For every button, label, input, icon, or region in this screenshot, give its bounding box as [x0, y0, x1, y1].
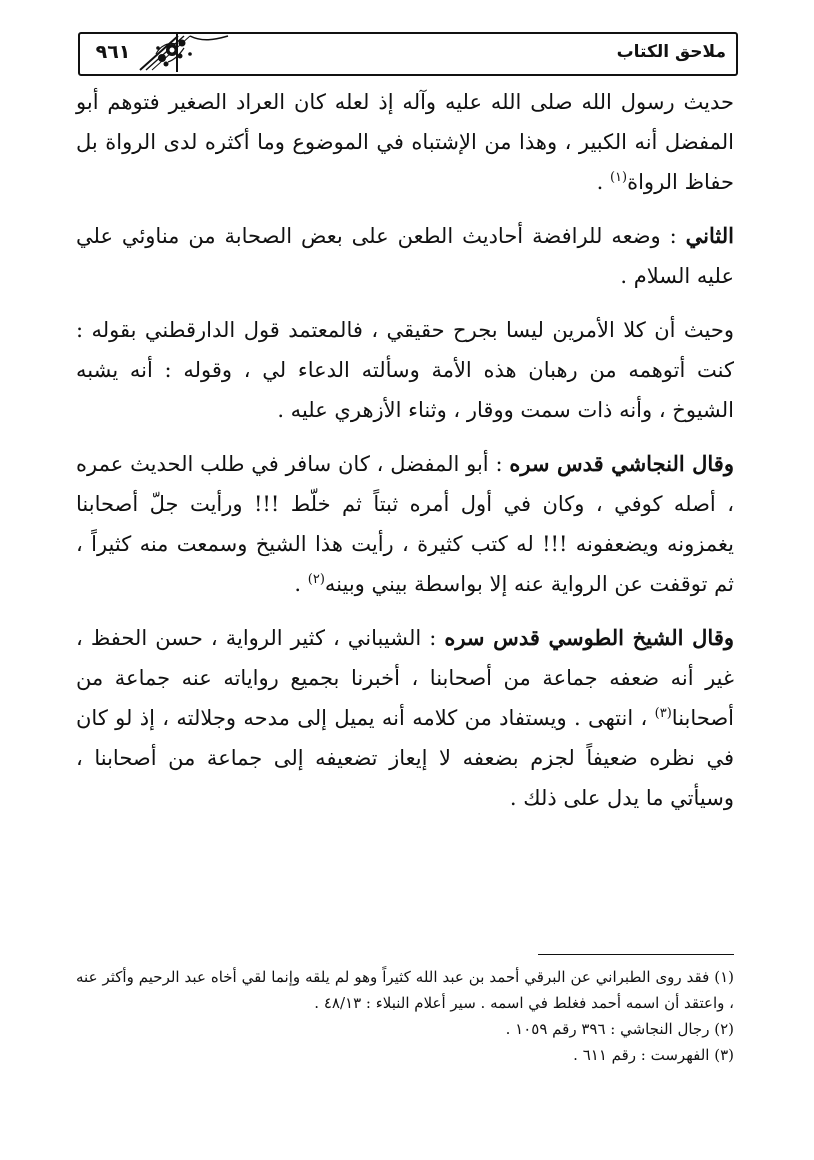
- page-header: [78, 32, 736, 74]
- paragraph: [76, 618, 734, 818]
- paragraph: [76, 310, 734, 430]
- paragraph-text: : وضعه للرافضة أحاديث الطعن على بعض الصحابة من مناوئي علي عليه السلام .: [76, 224, 734, 288]
- running-title: ملاحق الكتاب: [616, 42, 726, 62]
- paragraph-text: وحيث أن كلا الأمرين ليسا بجرح حقيقي ، فالمعتمد قول الدارقطني بقوله : كنت أتوهمه من رهبان هذه الأمة وسألته الدعاء لي ، وقوله : أنه يشبه الشيوخ ، وأنه ذات سمت ووقار ، وثناء الأزهري عليه .: [76, 318, 734, 422]
- footnote-marker[interactable]: (٣): [654, 706, 672, 721]
- paragraph-lead: وقال النجاشي قدس سره: [509, 451, 734, 476]
- footnotes: [76, 964, 734, 1068]
- paragraph-text: : الشيباني ، كثير الرواية ، حسن الحفظ ، غير أنه ضعفه جماعة من أصحابنا ، أخبرنا بجميع رواياته عنه جماعة من أصحابنا: [76, 626, 734, 730]
- footnote-marker[interactable]: (٢): [307, 572, 325, 587]
- paragraph-text-tail: ، انتهى . ويستفاد من كلامه أنه يميل إلى مدحه وجلالته ، إذ لو كان في نظره ضعيفاً لجزم بضعفه لا إيعاز تضعيفه إلى جماعة من أصحابنا ، وسيأتي ما يدل على ذلك .: [76, 706, 734, 810]
- footnote-item: (٣) الفهرست : رقم ٦١١ .: [573, 1046, 734, 1064]
- paragraph-text-tail: .: [596, 170, 610, 194]
- paragraph: [76, 444, 734, 604]
- page-number: ٩٦١: [95, 41, 131, 63]
- paragraph-text: حديث رسول الله صلى الله عليه وآله إذ لعله كان العراد الصغير فتوهم أبو المفضل أنه الكبير ، وهذا من الإشتباه في الموضوع وما أكثره لدى الرواة بل حفاظ الرواة: [76, 90, 734, 194]
- paragraph-lead: وقال الشيخ الطوسي قدس سره: [444, 625, 734, 650]
- footnote-item: (١) فقد روى الطبراني عن البرقي أحمد بن عبد الله كثيراً وهو لم يلقه وإنما لقي أخاه عبد الرحيم وأكثر عنه ، واعتقد أن اسمه أحمد فغلط في اسمه . سير أعلام النبلاء : ٤٨/١٣ .: [76, 968, 734, 1012]
- main-text: [76, 82, 734, 832]
- floral-ornament-icon: [138, 34, 250, 72]
- paragraph: [76, 82, 734, 202]
- footnote-item: (٢) رجال النجاشي : ٣٩٦ رقم ١٠٥٩ .: [505, 1020, 734, 1038]
- footnote-separator: [538, 954, 734, 955]
- paragraph: [76, 216, 734, 296]
- footnote-marker[interactable]: (١): [609, 170, 628, 185]
- paragraph-text: : أبو المفضل ، كان سافر في طلب الحديث عمره ، أصله كوفي ، وكان في أول أمره ثبتاً ثم خلّط !!! ورأيت جلّ أصحابنا يغمزونه ويضعفونه !!! له كتب كثيرة ، رأيت هذا الشيخ وسمعت منه كثيراً ، ثم توقفت عن الرواية عنه إلا بواسطة بيني وبينه: [76, 452, 734, 596]
- paragraph-lead: الثاني: [685, 223, 734, 248]
- paragraph-text-tail: .: [294, 572, 308, 596]
